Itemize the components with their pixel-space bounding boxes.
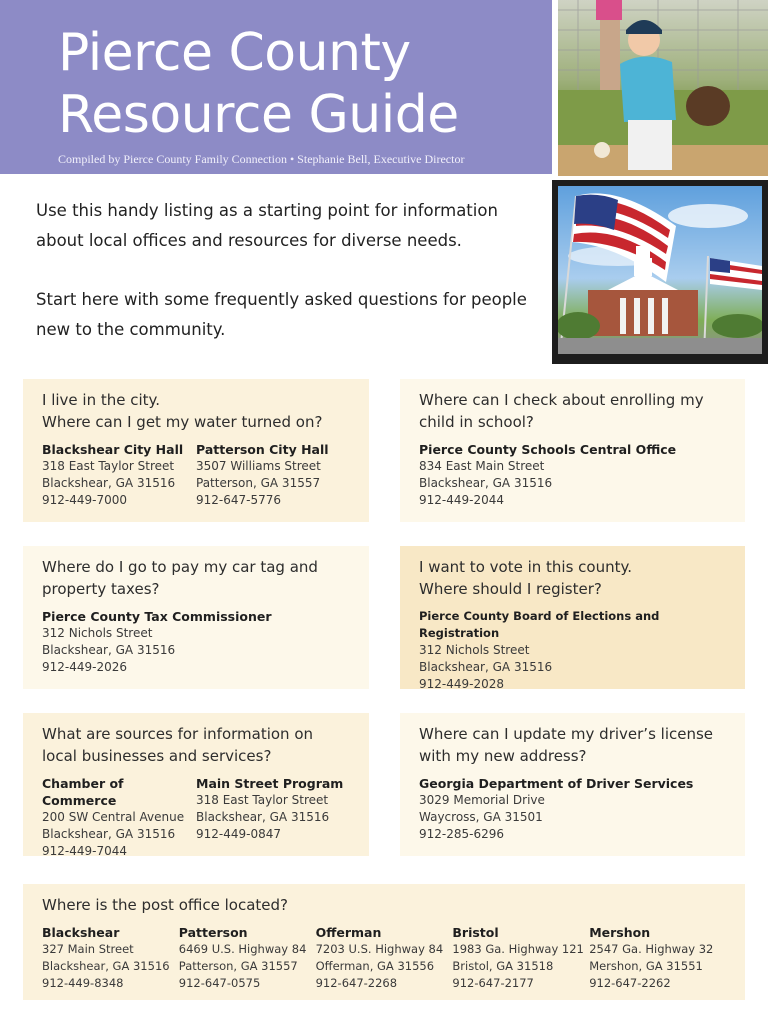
title-line-1: Pierce County xyxy=(58,23,411,83)
faq-entries xyxy=(42,775,350,860)
byline: Compiled by Pierce County Family Connection • Stephanie Bell, Executive Director xyxy=(58,152,465,166)
contact-street: 3029 Memorial Drive xyxy=(419,793,545,807)
post-office-city: Patterson, GA 31557 xyxy=(178,959,298,973)
post-office-entry xyxy=(179,924,316,992)
contact-phone: 912-285-6296 xyxy=(419,827,505,841)
contact-city: Waycross, GA 31501 xyxy=(419,810,543,824)
baseball-photo-art xyxy=(558,0,768,176)
faq-question: Where is the post office located? xyxy=(42,896,288,914)
post-office-name: Patterson xyxy=(178,925,248,940)
intro-paragraph-2: Start here with some frequently asked questions for people new to the community. xyxy=(36,290,527,339)
contact-city: Blackshear, GA 31516 xyxy=(419,476,553,490)
post-office-city: Mershon, GA 31551 xyxy=(589,959,703,973)
baseball-photo xyxy=(558,0,768,176)
contact-phone: 912-449-2026 xyxy=(42,660,128,674)
post-office-street: 1983 Ga. Highway 121 xyxy=(452,942,584,956)
faq-entries xyxy=(42,924,726,992)
contact-street: 312 Nichols Street xyxy=(419,643,530,657)
contact-name: Blackshear City Hall xyxy=(42,442,184,457)
faq-question: I live in the city. Where can I get my water turned on? xyxy=(42,391,323,431)
post-office-phone: 912-647-2268 xyxy=(315,976,398,990)
contact-name: Chamber of Commerce xyxy=(42,776,124,808)
contact-city: Blackshear, GA 31516 xyxy=(42,827,176,841)
contact-street: 200 SW Central Avenue xyxy=(42,810,185,824)
contact-name: Pierce County Board of Elections and Registration xyxy=(419,609,660,640)
contact-name: Patterson City Hall xyxy=(196,442,329,457)
faq-card-tax xyxy=(23,546,369,689)
post-office-phone: 912-647-2262 xyxy=(589,976,671,990)
contact-street: 318 East Taylor Street xyxy=(42,459,175,473)
contact-entry xyxy=(419,775,726,843)
courthouse-photo-art xyxy=(558,186,762,354)
courthouse-photo xyxy=(552,180,768,364)
contact-entry xyxy=(42,608,350,676)
contact-city: Blackshear, GA 31516 xyxy=(42,476,176,490)
post-office-city: Blackshear, GA 31516 xyxy=(42,959,170,973)
contact-entry xyxy=(419,441,726,509)
contact-street: 318 East Taylor Street xyxy=(196,793,329,807)
contact-entry xyxy=(196,441,350,509)
faq-entries xyxy=(42,441,350,509)
post-office-street: 6469 U.S. Highway 84 xyxy=(178,942,307,956)
post-office-street: 2547 Ga. Highway 32 xyxy=(589,942,714,956)
post-office-city: Offerman, GA 31556 xyxy=(315,959,435,973)
post-office-name: Bristol xyxy=(452,925,499,940)
post-office-city: Bristol, GA 31518 xyxy=(452,959,554,973)
post-office-name: Blackshear xyxy=(42,925,120,940)
contact-street: 312 Nichols Street xyxy=(42,626,153,640)
contact-name: Georgia Department of Driver Services xyxy=(419,776,694,791)
faq-question: Where do I go to pay my car tag and property taxes? xyxy=(42,558,318,598)
contact-street: 3507 Williams Street xyxy=(196,459,321,473)
faq-card-school xyxy=(400,379,745,522)
faq-card-business xyxy=(23,713,369,856)
intro-text xyxy=(36,196,541,345)
contact-entry xyxy=(42,775,196,860)
faq-card-vote xyxy=(400,546,745,689)
faq-question: Where can I update my driver’s license with my new address? xyxy=(419,725,714,765)
intro-paragraph-1: Use this handy listing as a starting point for information about local offices and resources for diverse needs. xyxy=(36,201,498,250)
post-office-entry xyxy=(316,924,453,992)
post-office-phone: 912-647-0575 xyxy=(178,976,261,990)
faq-card-license xyxy=(400,713,745,856)
post-office-entry xyxy=(42,924,179,992)
contact-phone: 912-647-5776 xyxy=(196,493,282,507)
post-office-entry xyxy=(589,924,726,992)
post-office-name: Offerman xyxy=(315,925,382,940)
contact-entry xyxy=(196,775,350,860)
header-banner xyxy=(0,0,552,174)
post-office-phone: 912-647-2177 xyxy=(452,976,534,990)
faq-card-water xyxy=(23,379,369,522)
faq-question: What are sources for information on local businesses and services? xyxy=(42,725,314,765)
contact-name: Pierce County Schools Central Office xyxy=(419,442,677,457)
contact-name: Main Street Program xyxy=(196,776,344,791)
contact-city: Blackshear, GA 31516 xyxy=(42,643,176,657)
faq-card-post-office xyxy=(23,884,745,1000)
contact-phone: 912-449-2044 xyxy=(419,493,505,507)
page-title xyxy=(58,22,538,146)
post-office-phone: 912-449-8348 xyxy=(42,976,124,990)
title-line-2: Resource Guide xyxy=(58,85,459,145)
contact-city: Blackshear, GA 31516 xyxy=(196,810,330,824)
faq-question: I want to vote in this county. Where should I register? xyxy=(419,558,632,598)
contact-phone: 912-449-0847 xyxy=(196,827,282,841)
post-office-street: 327 Main Street xyxy=(42,942,134,956)
contact-city: Blackshear, GA 31516 xyxy=(419,660,553,674)
contact-city: Patterson, GA 31557 xyxy=(196,476,321,490)
contact-street: 834 East Main Street xyxy=(419,459,545,473)
contact-entry xyxy=(42,441,196,509)
post-office-entry xyxy=(452,924,589,992)
contact-phone: 912-449-7000 xyxy=(42,493,128,507)
contact-entry xyxy=(419,608,726,693)
contact-name: Pierce County Tax Commissioner xyxy=(42,609,272,624)
post-office-name: Mershon xyxy=(589,925,651,940)
post-office-street: 7203 U.S. Highway 84 xyxy=(315,942,444,956)
faq-question: Where can I check about enrolling my child in school? xyxy=(419,391,704,431)
contact-phone: 912-449-2028 xyxy=(419,677,505,691)
contact-phone: 912-449-7044 xyxy=(42,844,128,858)
